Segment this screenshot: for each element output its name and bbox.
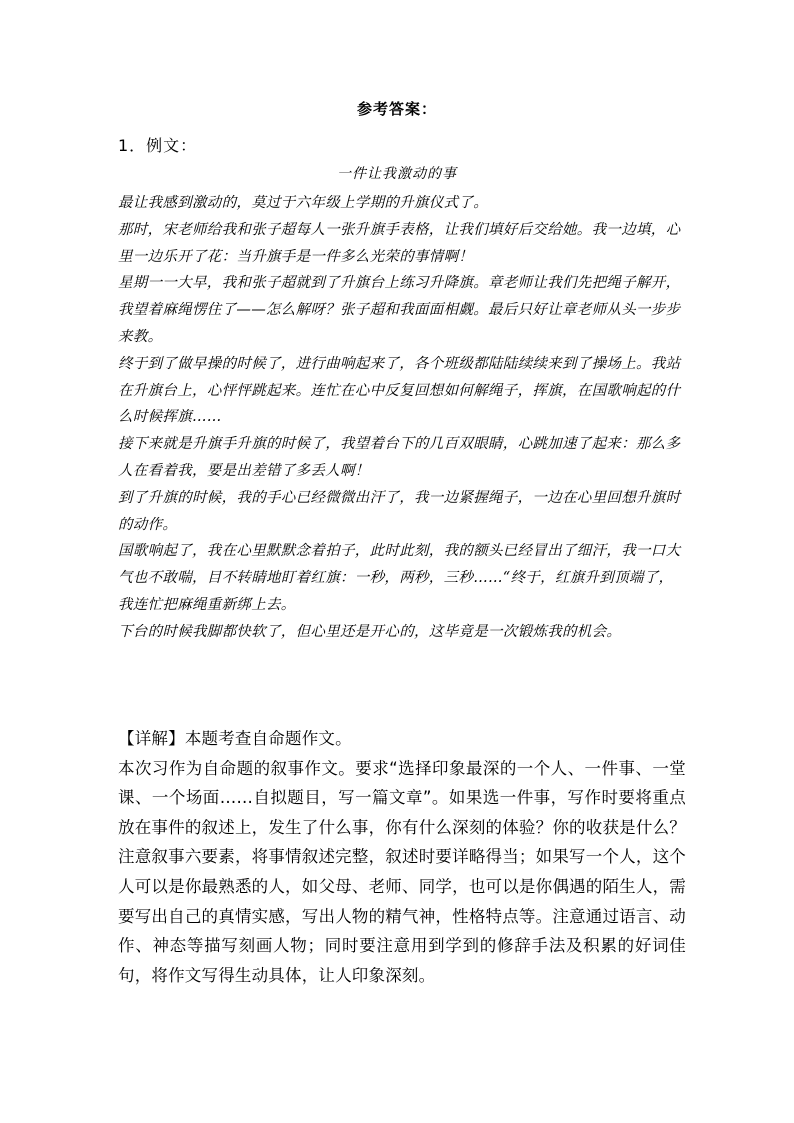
answer-heading: 参考答案： bbox=[356, 100, 437, 118]
essay-paragraph: 终于到了做早操的时候了，进行曲响起来了，各个班级都陆陆续续来到了操场上。我站在升旗台上，心怦怦跳起来。连忙在心中反复回想如何解绳子，挥旗，在国歌响起的什么时候挥旗…… bbox=[118, 355, 681, 426]
essay-body bbox=[118, 190, 686, 646]
essay-paragraph: 下台的时候我脚都快软了，但心里还是开心的，这毕竟是一次锻炼我的机会。 bbox=[118, 623, 622, 640]
essay-paragraph: 到了升旗的时候，我的手心已经微微出汗了，我一边紧握绳子，一边在心里回想升旗时的动作。 bbox=[118, 489, 681, 533]
essay-title: 一件让我激动的事 bbox=[337, 166, 457, 182]
detail-first-line bbox=[118, 724, 686, 754]
detail-section bbox=[118, 724, 686, 990]
essay-paragraph: 最让我感到激动的，莫过于六年级上学期的升旗仪式了。 bbox=[118, 195, 488, 211]
essay-paragraph: 接下来就是升旗手升旗的时候了，我望着台下的几百双眼睛，心跳加速了起来：那么多人在看着我，要是出差错了多丢人啊！ bbox=[118, 436, 681, 479]
detail-first-text: 本题考查自命题作文。 bbox=[184, 729, 352, 748]
detail-bracket-label: 【详解】 bbox=[118, 729, 185, 748]
essay-paragraph: 那时，宋老师给我和张子超每人一张升旗手表格，让我们填好后交给她。我一边填，心里一边乐开了花：当升旗手是一件多么光荣的事情啊！ bbox=[118, 221, 681, 265]
question-number-label: 1．例文： bbox=[118, 136, 198, 155]
detail-body: 本次习作为自命题的叙事作文。要求“选择印象最深的一个人、一件事、一堂课、一个场面……自拟题目，写一篇文章”。如果选一件事，写作时要将重点放在事件的叙述上，发生了什么事，你有什么深刻的体验？你的收获是什么？注意叙事六要素，将事情叙述完整，叙述时要详略得当；如果写一个人，这个人可以是你最熟悉的人，如父母、老师、同学，也可以是你偶遇的陌生人，需要写出自己的真情实感，写出人物的精气神，性格特点等。注意通过语言、动作、神态等描写刻画人物；同时要注意用到学到的修辞手法及积累的好词佳句，将作文写得生动具体，让人印象深刻。 bbox=[118, 758, 686, 985]
essay-paragraph: 国歌响起了，我在心里默默念着拍子，此时此刻，我的额头已经冒出了细汗，我一口大气也不敢喘，目不转睛地盯着红旗：一秒，两秒，三秒……“终于，红旗升到顶端了，我连忙把麻绳重新绑上去。 bbox=[118, 543, 681, 613]
essay-paragraph: 星期一一大早，我和张子超就到了升旗台上练习升降旗。章老师让我们先把绳子解开，我望着麻绳愣住了——怎么解呀？张子超和我面面相觑。最后只好让章老师从头一步步来教。 bbox=[118, 275, 681, 345]
